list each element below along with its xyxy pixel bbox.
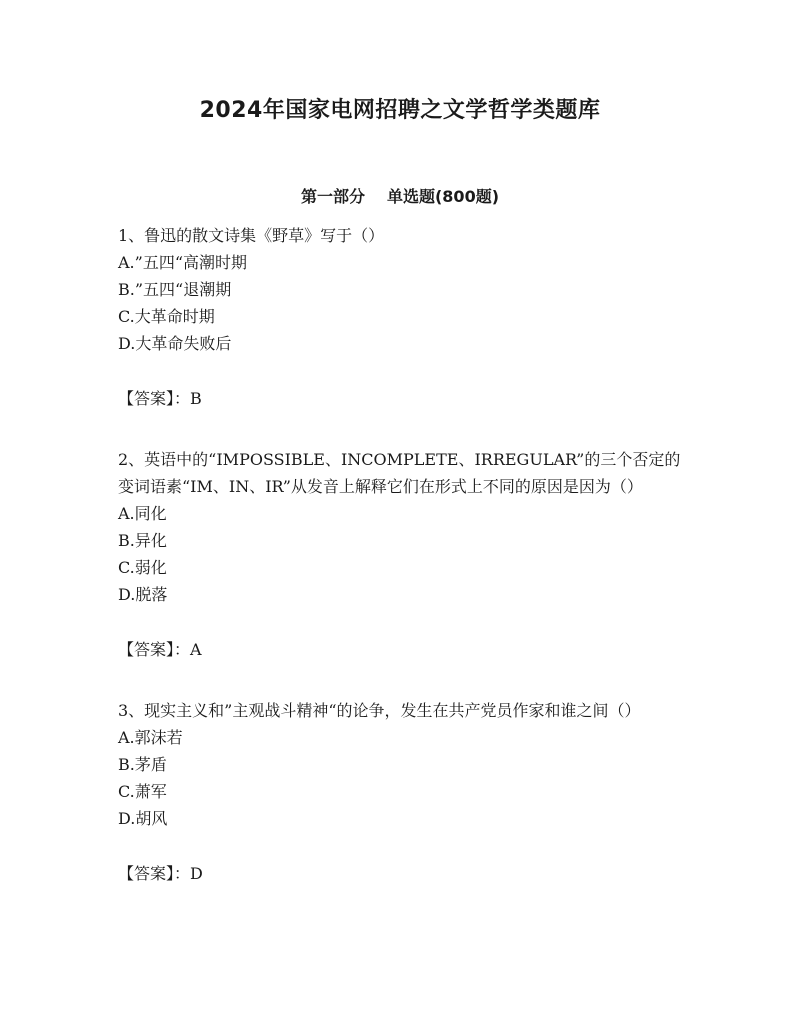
option-a: A.”五四“高潮时期	[118, 253, 248, 272]
question-3	[118, 697, 688, 887]
question-stem: 2、英语中的“IMPOSSIBLE、INCOMPLETE、IRREGULAR”的三个否定的变词语素“IM、IN、IR”从发音上解释它们在形式上不同的原因是因为（）	[118, 450, 681, 496]
option-c: C.大革命时期	[118, 307, 215, 326]
option-b: B.茅盾	[118, 755, 167, 774]
question-stem: 3、现实主义和”主观战斗精神“的论争，发生在共产党员作家和谁之间（）	[118, 701, 641, 720]
answer-label: 【答案】：B	[118, 389, 202, 408]
question-1	[118, 222, 688, 412]
question-2	[118, 446, 688, 663]
option-b: B.”五四“退潮期	[118, 280, 232, 299]
option-d: D.胡风	[118, 809, 168, 828]
option-c: C.弱化	[118, 558, 167, 577]
option-a: A.同化	[118, 504, 167, 523]
option-c: C.萧军	[118, 782, 167, 801]
section-heading	[0, 184, 800, 207]
answer-label: 【答案】：A	[118, 640, 202, 659]
document-title: 2024年国家电网招聘之文学哲学类题库	[199, 98, 601, 123]
option-a: A.郭沫若	[118, 728, 183, 747]
option-d: D.大革命失败后	[118, 334, 232, 353]
option-d: D.脱落	[118, 585, 168, 604]
question-list	[118, 222, 688, 921]
question-stem: 1、鲁迅的散文诗集《野草》写于（）	[118, 226, 385, 245]
section-part: 第一部分	[300, 187, 365, 206]
section-name: 单选题(800题)	[386, 187, 500, 206]
answer-label: 【答案】：D	[118, 864, 203, 883]
option-b: B.异化	[118, 531, 167, 550]
